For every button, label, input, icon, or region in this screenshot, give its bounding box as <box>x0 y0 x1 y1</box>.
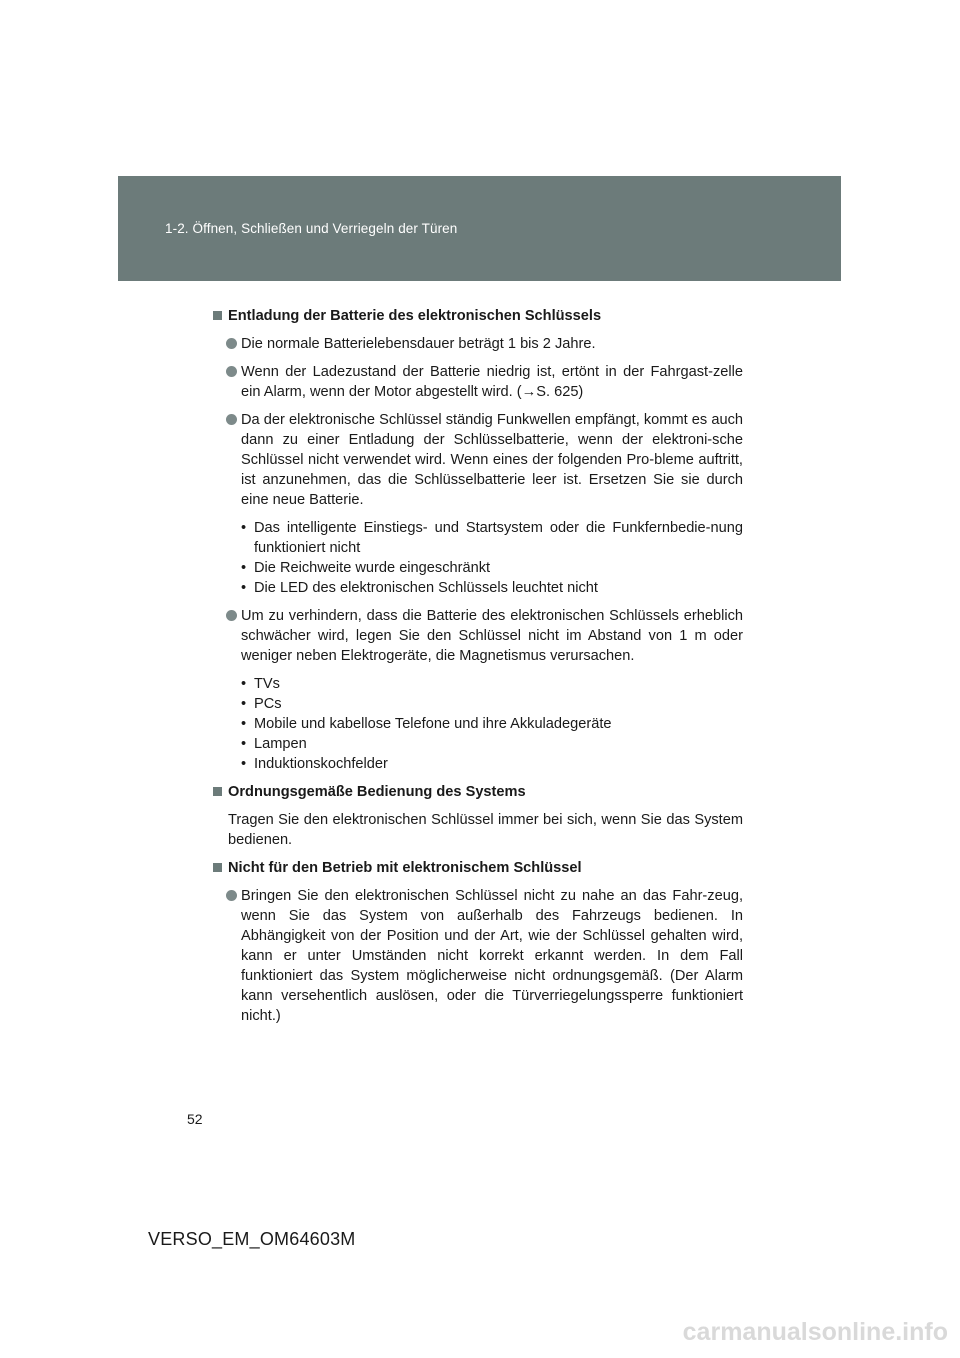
circle-bullet-icon <box>226 338 237 349</box>
square-bullet-icon <box>213 863 222 872</box>
list-item: • Induktionskochfelder <box>241 754 743 774</box>
square-bullet-icon <box>213 787 222 796</box>
bullet-item: Um zu verhindern, dass die Batterie des elektronischen Schlüssels erheblich schwächer wird, legen Sie den Schlüssel nicht im Abstand von 1 m oder weniger neben Elektrogeräte, die Magnetismus verursachen. • TVs • PCs • Mobile und kabellose Telefone und ihre Akkuladegeräte • Lampen • Induktionskochfelder <box>213 606 743 774</box>
list-item: • PCs <box>241 694 743 714</box>
list-item: • Lampen <box>241 734 743 754</box>
sub-list <box>241 518 743 598</box>
square-bullet-icon <box>213 311 222 320</box>
circle-bullet-icon <box>226 890 237 901</box>
list-item: • Mobile und kabellose Telefone und ihre Akkuladegeräte <box>241 714 743 734</box>
sub-list <box>241 674 743 774</box>
page-number: 52 <box>187 1111 203 1127</box>
page-content <box>213 306 743 1034</box>
watermark: carmanualsonline.info <box>682 1318 948 1346</box>
bullet-item: Bringen Sie den elektronischen Schlüssel nicht zu nahe an das Fahr-zeug, wenn Sie das System von außerhalb des Fahrzeugs bedienen. In Abhängigkeit von der Position und der Art, wie der Schlüssel gehalten wird, kann er unter Umständen nicht korrekt erkannt werden. In dem Fall funktioniert das System möglicherweise nicht ordnungsgemäß. (Der Alarm kann versehentlich auslösen, oder die Türverriegelungssperre funktioniert nicht.) <box>213 886 743 1026</box>
section-title-operation: Ordnungsgemäße Bedienung des Systems <box>213 782 743 802</box>
section-paragraph: Tragen Sie den elektronischen Schlüssel immer bei sich, wenn Sie das System bedienen. <box>228 812 743 848</box>
bullet-item: Wenn der Ladezustand der Batterie niedrig ist, ertönt in der Fahrgast-zelle ein Alarm, wenn der Motor abgestellt wird. (→S. 625) <box>213 362 743 402</box>
list-item: • Das intelligente Einstiegs- und Startsystem oder die Funkfernbedie-nung funktioniert nicht <box>241 518 743 558</box>
list-item: • Die LED des elektronischen Schlüssels leuchtet nicht <box>241 578 743 598</box>
circle-bullet-icon <box>226 366 237 377</box>
header-band <box>118 176 841 281</box>
circle-bullet-icon <box>226 414 237 425</box>
section-title-battery: Entladung der Batterie des elektronischen Schlüssels <box>213 306 743 326</box>
section-title-not-for-operation: Nicht für den Betrieb mit elektronischem Schlüssel <box>213 858 743 878</box>
list-item: • Die Reichweite wurde eingeschränkt <box>241 558 743 578</box>
list-item: • TVs <box>241 674 743 694</box>
bullet-item: Da der elektronische Schlüssel ständig Funkwellen empfängt, kommt es auch dann zu einer Entladung der Schlüsselbatterie, wenn der elektroni-sche Schlüssel nicht verwendet wird. Wenn eines der folgenden Pro-bleme auftritt, ist anzunehmen, das die Schlüsselbatterie leer ist. Ersetzen Sie sie durch eine neue Batterie. • Das intelligente Einstiegs- und Startsystem oder die Funkfernbedie-nung funktioniert nicht • Die Reichweite wurde eingeschränkt • Die LED des elektronischen Schlüssels leuchtet nicht <box>213 410 743 598</box>
bullet-item: Die normale Batterielebensdauer beträgt 1 bis 2 Jahre. <box>213 334 743 354</box>
circle-bullet-icon <box>226 610 237 621</box>
chapter-title: 1-2. Öffnen, Schließen und Verriegeln der Türen <box>165 221 458 236</box>
document-code: VERSO_EM_OM64603M <box>148 1229 356 1249</box>
